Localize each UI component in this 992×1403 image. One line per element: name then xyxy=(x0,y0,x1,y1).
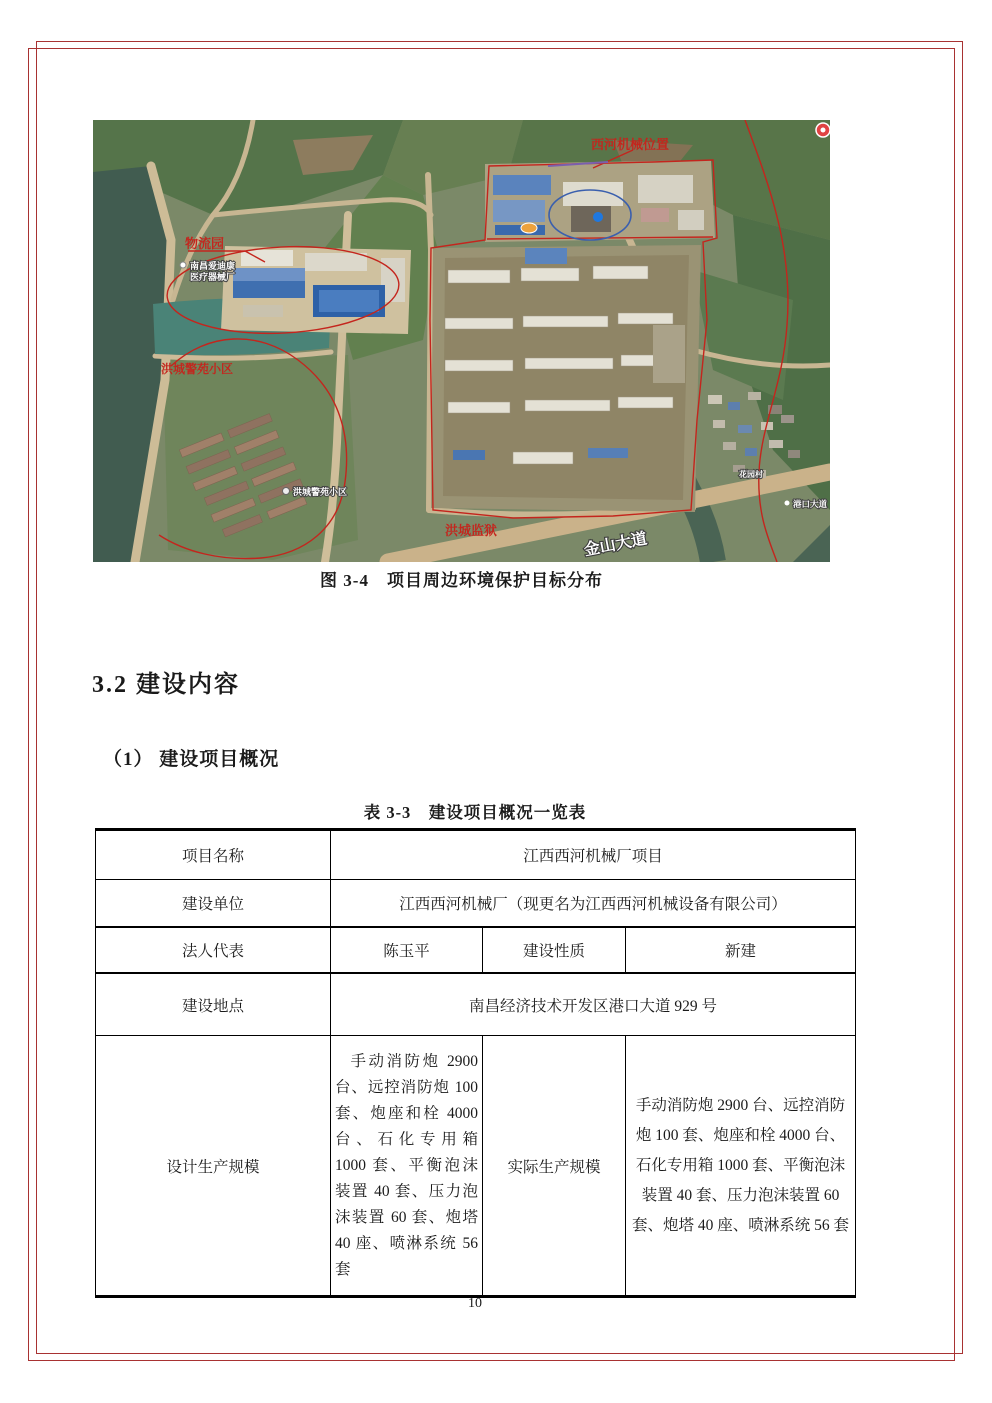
table-caption: 表 3-3 建设项目概况一览表 xyxy=(363,803,587,822)
satellite-map-svg xyxy=(93,120,830,562)
row-label-2: 实际生产规模 xyxy=(483,1036,626,1297)
map-left-industrial-zone xyxy=(221,246,411,334)
table-row-project-name xyxy=(96,830,856,880)
map-label-medical-factory-2: 医疗器械厂 xyxy=(190,272,236,282)
table-row-construction-unit xyxy=(96,880,856,928)
project-overview-table xyxy=(95,828,856,1298)
map-label-hongcheng-estate: 洪城警苑小区 xyxy=(293,487,348,497)
row-label-2: 建设性质 xyxy=(483,927,626,973)
map-label-xihe-machinery: 西河机械位置 xyxy=(591,137,670,152)
design-scale-value xyxy=(331,1036,483,1297)
figure-caption: 图 3-4 项目周边环境保护目标分布 xyxy=(320,571,603,590)
map-label-gangkou-avenue: 港口大道 xyxy=(793,499,828,509)
map-label-hongcheng-estate-red: 洪城警苑小区 xyxy=(161,362,234,376)
row-value-2: 新建 xyxy=(626,927,856,973)
map-label-jinshan-avenue: 金山大道 xyxy=(582,530,649,560)
row-value: 江西西河机械厂项目 xyxy=(331,830,856,880)
map-poi-icon xyxy=(283,488,290,495)
row-value: 陈玉平 xyxy=(331,927,483,973)
map-label-medical-factory-1: 南昌爱迪康 xyxy=(190,261,236,271)
row-value: 南昌经济技术开发区港口大道 929 号 xyxy=(331,973,856,1036)
subsection-heading: （1） 建设项目概况 xyxy=(103,749,280,770)
table-row-production-scale xyxy=(96,1036,856,1297)
row-label: 法人代表 xyxy=(96,927,331,973)
section-heading: 3.2 建设内容 xyxy=(92,672,240,698)
row-label: 建设单位 xyxy=(96,880,331,928)
table-row-legal-representative xyxy=(96,927,856,973)
table-row-construction-site xyxy=(96,973,856,1036)
map-orange-marker xyxy=(521,223,537,233)
map-label-hongcheng-prison: 洪城监狱 xyxy=(445,523,498,538)
row-label: 项目名称 xyxy=(96,830,331,880)
map-label-logistics-park: 物流园 xyxy=(185,236,225,251)
page-number: 10 xyxy=(468,1296,482,1311)
map-poi-icon xyxy=(180,262,186,268)
map-poi-icon xyxy=(785,501,790,506)
row-label: 设计生产规模 xyxy=(96,1036,331,1297)
actual-scale-value: 手动消防炮 2900 台、远控消防炮 100 套、炮座和栓 4000 台、石化专用箱 1000 套、平衡泡沫装置 40 套、压力泡沫装置 60 套、炮塔 40 座、喷淋系统 56 套 xyxy=(626,1036,856,1297)
satellite-map-figure xyxy=(93,120,830,562)
map-pin-icon xyxy=(816,123,830,137)
map-blue-dot-marker xyxy=(593,212,603,222)
design-scale-text: 手动消防炮 2900 台、远控消防炮 100 套、炮座和栓 4000 台、石化专用箱 1000 套、平衡泡沫装置 40 套、压力泡沫装置 60 套、炮塔 40 座、喷淋系统 56 套 xyxy=(335,1052,478,1278)
row-label: 建设地点 xyxy=(96,973,331,1036)
row-value: 江西西河机械厂（现更名为江西西河机械设备有限公司） xyxy=(331,880,856,928)
map-label-village: 花园村 xyxy=(739,470,763,479)
